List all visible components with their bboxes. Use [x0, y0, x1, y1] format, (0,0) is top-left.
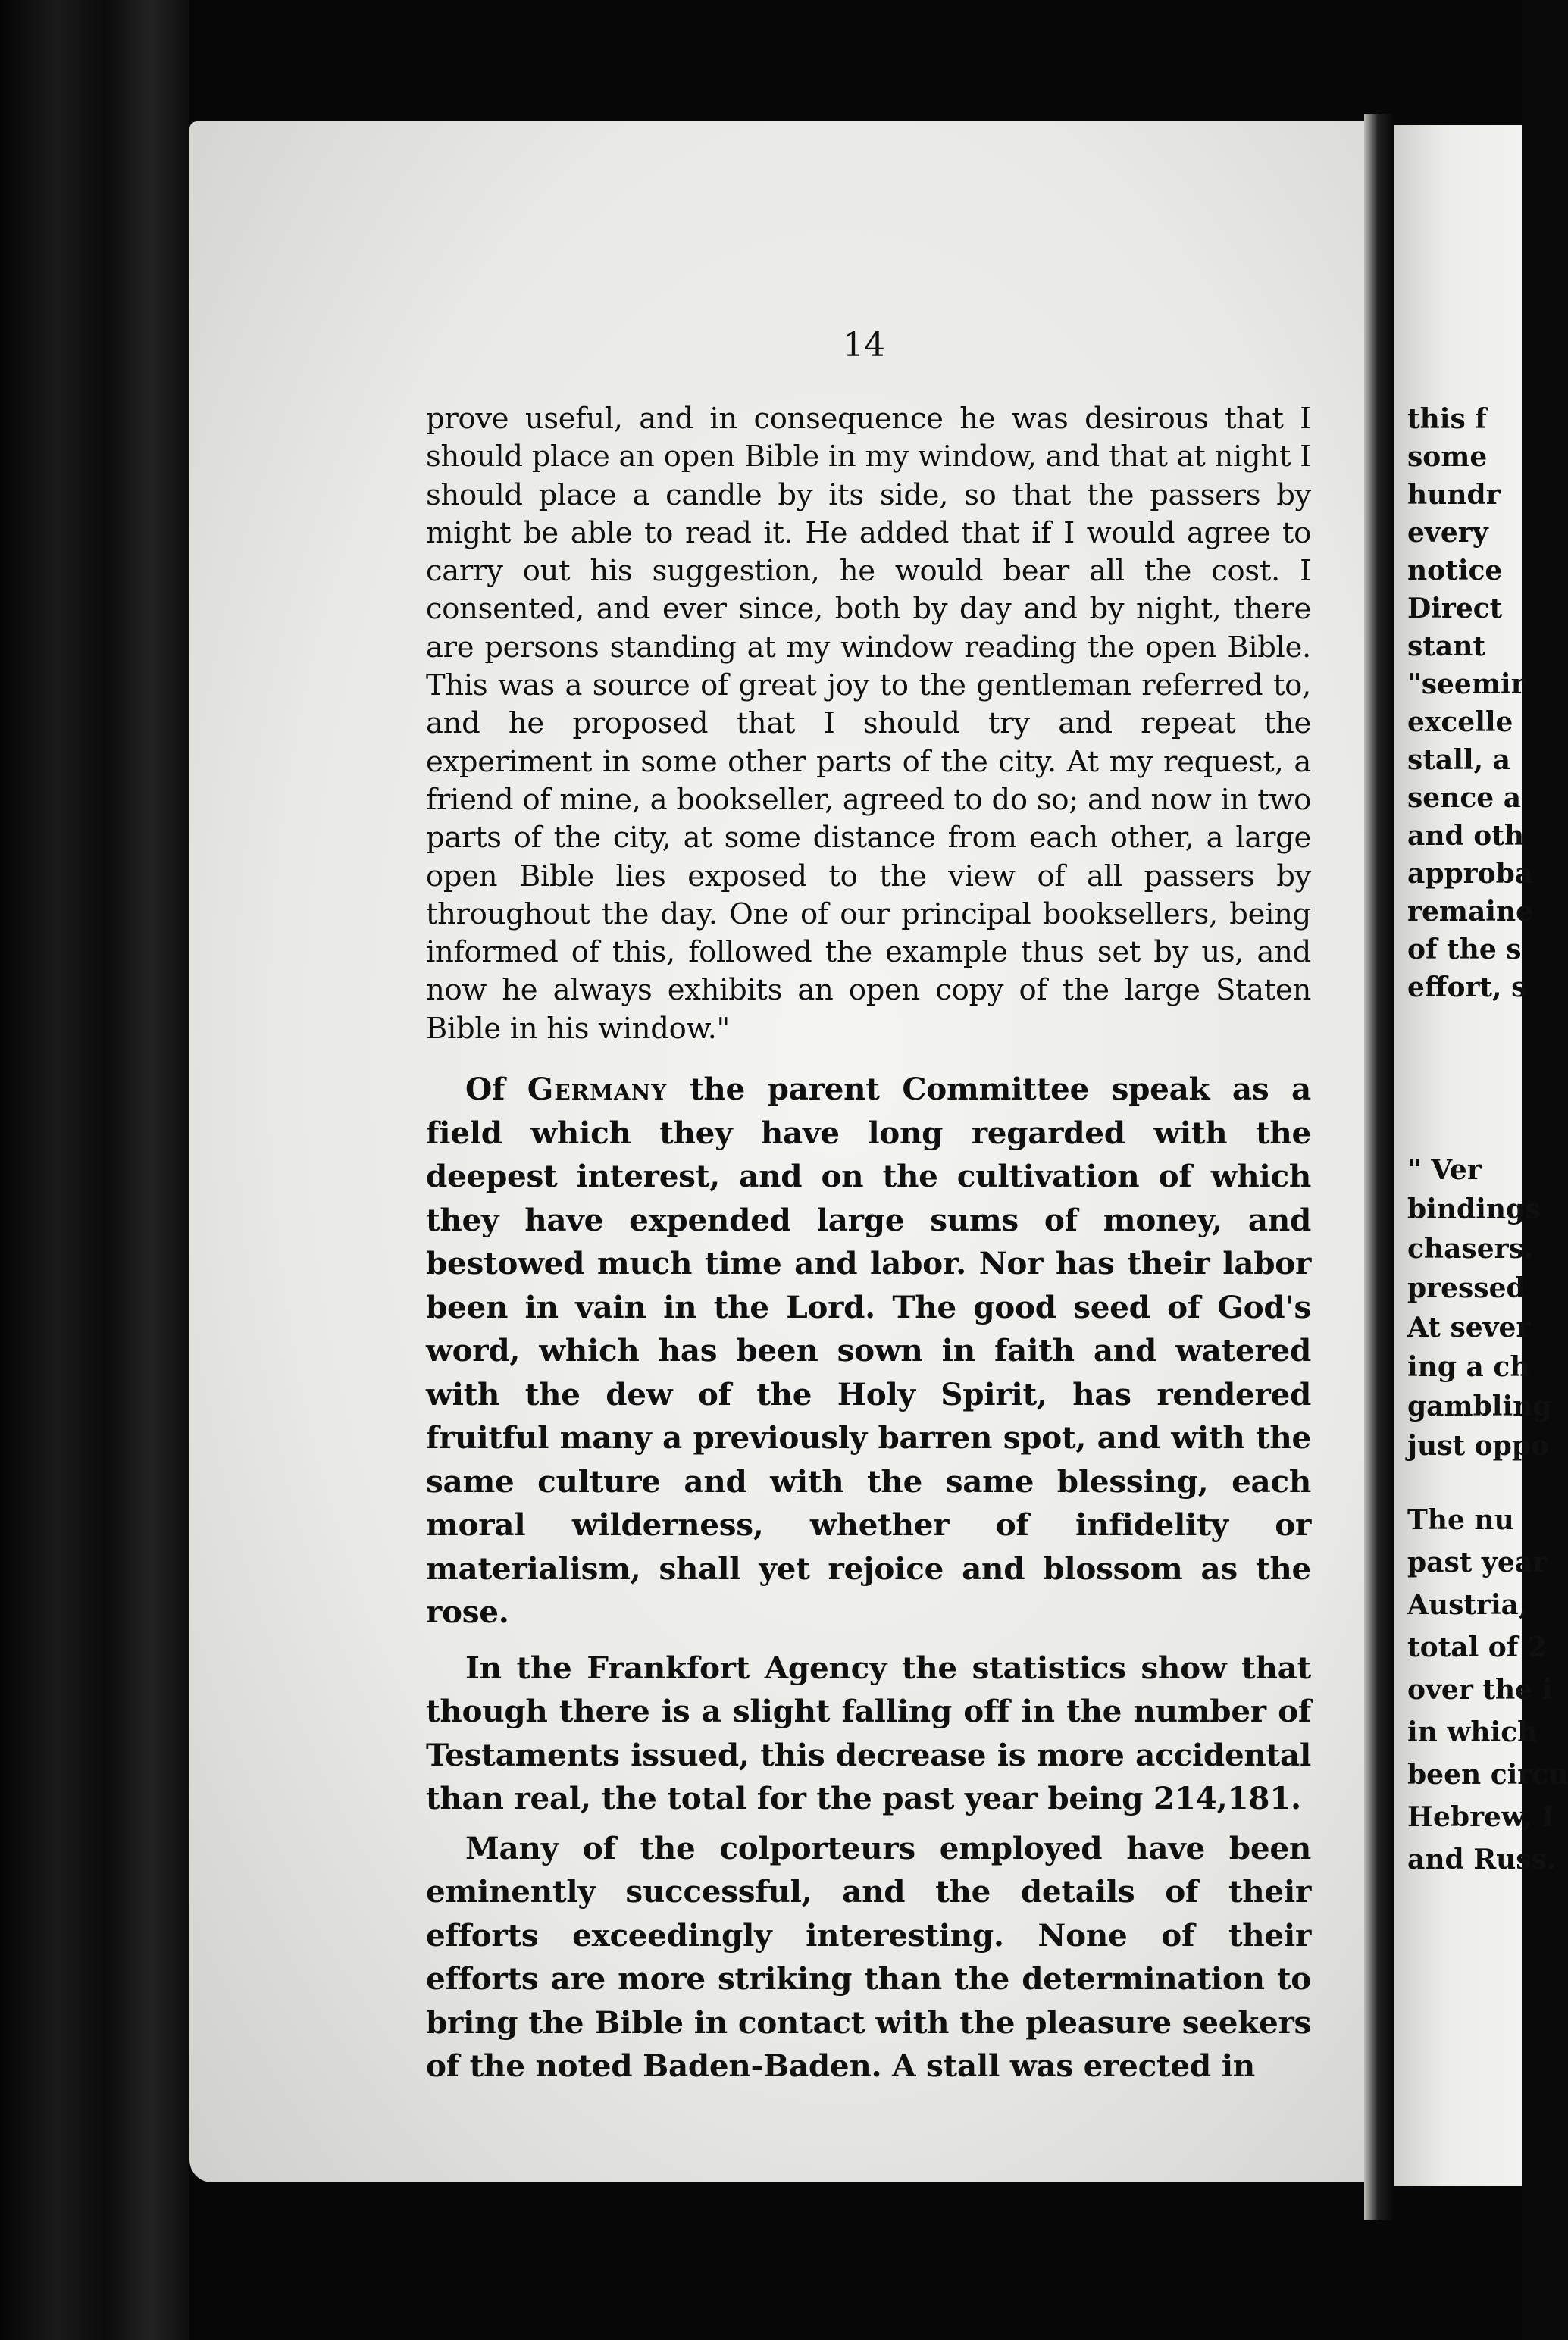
right-line: been circu: [1407, 1759, 1568, 1791]
right-line: this f: [1407, 403, 1487, 435]
right-line: stant: [1407, 630, 1486, 662]
right-line: excelle: [1407, 706, 1513, 738]
germany-country: Germany: [527, 1071, 668, 1108]
right-line: some: [1407, 441, 1488, 473]
right-line: Hebrew, I: [1407, 1801, 1554, 1833]
germany-rest: the parent Committee speak as a field which they have long regarded with the deepest interest, and on the cultivation of which they have expended large sums of money, and bestowed much time and labor. Nor has their labor been in vain in the Lord. The good seed of God's word, which has been sown in faith and watered with the dew of the Holy Spirit, has rendered fruitful many a previously barren spot, and with the same culture and with the same blessing, each moral wilderness, whether of infidelity or materialism, shall yet rejoice and blossom as the rose.: [426, 1071, 1311, 1631]
quote-paragraph: prove useful, and in consequence he was desirous that I should place an open Bible in my window, and that at night I should place a candle by its side, so that the passers by might be able to read it. He added that if I would agree to carry out his suggestion, he would bear all the cost. I consented, and ever since, both by day and by night, there are persons standing at my window reading the open Bible. This was a source of great joy to the gentleman referred to, and he proposed that I should try and repeat the experiment in some other parts of the city. At my request, a friend of mine, a bookseller, agreed to do so; and now in two parts of the city, at some distance from each other, a large open Bible lies exposed to the view of all passers by throughout the day. One of our principal booksellers, being informed of this, followed the example thus set by us, and now he always exhibits an open copy of the large Staten Bible in his window.": [426, 402, 1311, 1046]
right-line: of the s: [1407, 934, 1522, 965]
page-number: 14: [843, 326, 885, 364]
right-line: over the i: [1407, 1674, 1553, 1706]
right-text-group-2: [1407, 1150, 1559, 1466]
right-line: every: [1407, 517, 1488, 549]
right-line: " Ver: [1407, 1154, 1482, 1186]
right-text-group-1: [1407, 400, 1559, 1006]
right-line: bindings: [1407, 1193, 1541, 1225]
right-line: pressed: [1407, 1272, 1526, 1304]
right-line: sence a: [1407, 782, 1522, 814]
right-line: just oppo: [1407, 1430, 1549, 1462]
page-gutter: [1364, 114, 1394, 2220]
germany-paragraph: [426, 1068, 1311, 1635]
right-line: "seemir: [1407, 668, 1526, 700]
right-line: chasers.: [1407, 1233, 1534, 1265]
right-line: gambling: [1407, 1391, 1552, 1422]
right-line: notice: [1407, 555, 1503, 587]
right-line: past year: [1407, 1547, 1548, 1578]
right-line: The nu: [1407, 1504, 1514, 1536]
right-line: stall, a: [1407, 744, 1510, 776]
germany-lead: Of: [465, 1071, 505, 1108]
right-line: Direct: [1407, 593, 1503, 624]
right-line: hundr: [1407, 479, 1501, 511]
right-line: and oth: [1407, 820, 1525, 852]
right-line: total of 2: [1407, 1631, 1547, 1663]
book-spine: [0, 0, 189, 2340]
right-line: ing a ch: [1407, 1351, 1530, 1383]
right-line: remaine: [1407, 896, 1534, 928]
right-page-text: [1407, 400, 1568, 2067]
colporteurs-paragraph: Many of the colporteurs employed have been eminently successful, and the details of their efforts exceedingly interesting. None of their efforts are more striking than the determination to bring the Bible in contact with the pleasure seekers of the noted Baden-Baden. A stall was erected in: [426, 1829, 1311, 2085]
right-line: Austria,: [1407, 1589, 1529, 1621]
frankfort-paragraph: In the Frankfort Agency the statistics show that though there is a slight falling off in the number of Testaments issued, this decrease is more accidental than real, the total for the past year being 214,181.: [426, 1649, 1311, 1817]
right-line: effort, s: [1407, 971, 1527, 1003]
main-text: [426, 400, 1311, 2088]
right-text-group-3: [1407, 1499, 1568, 1881]
right-line: in which: [1407, 1716, 1538, 1748]
right-line: and Russ.: [1407, 1844, 1557, 1875]
right-line: approba: [1407, 858, 1533, 890]
right-line: At sever: [1407, 1312, 1531, 1344]
